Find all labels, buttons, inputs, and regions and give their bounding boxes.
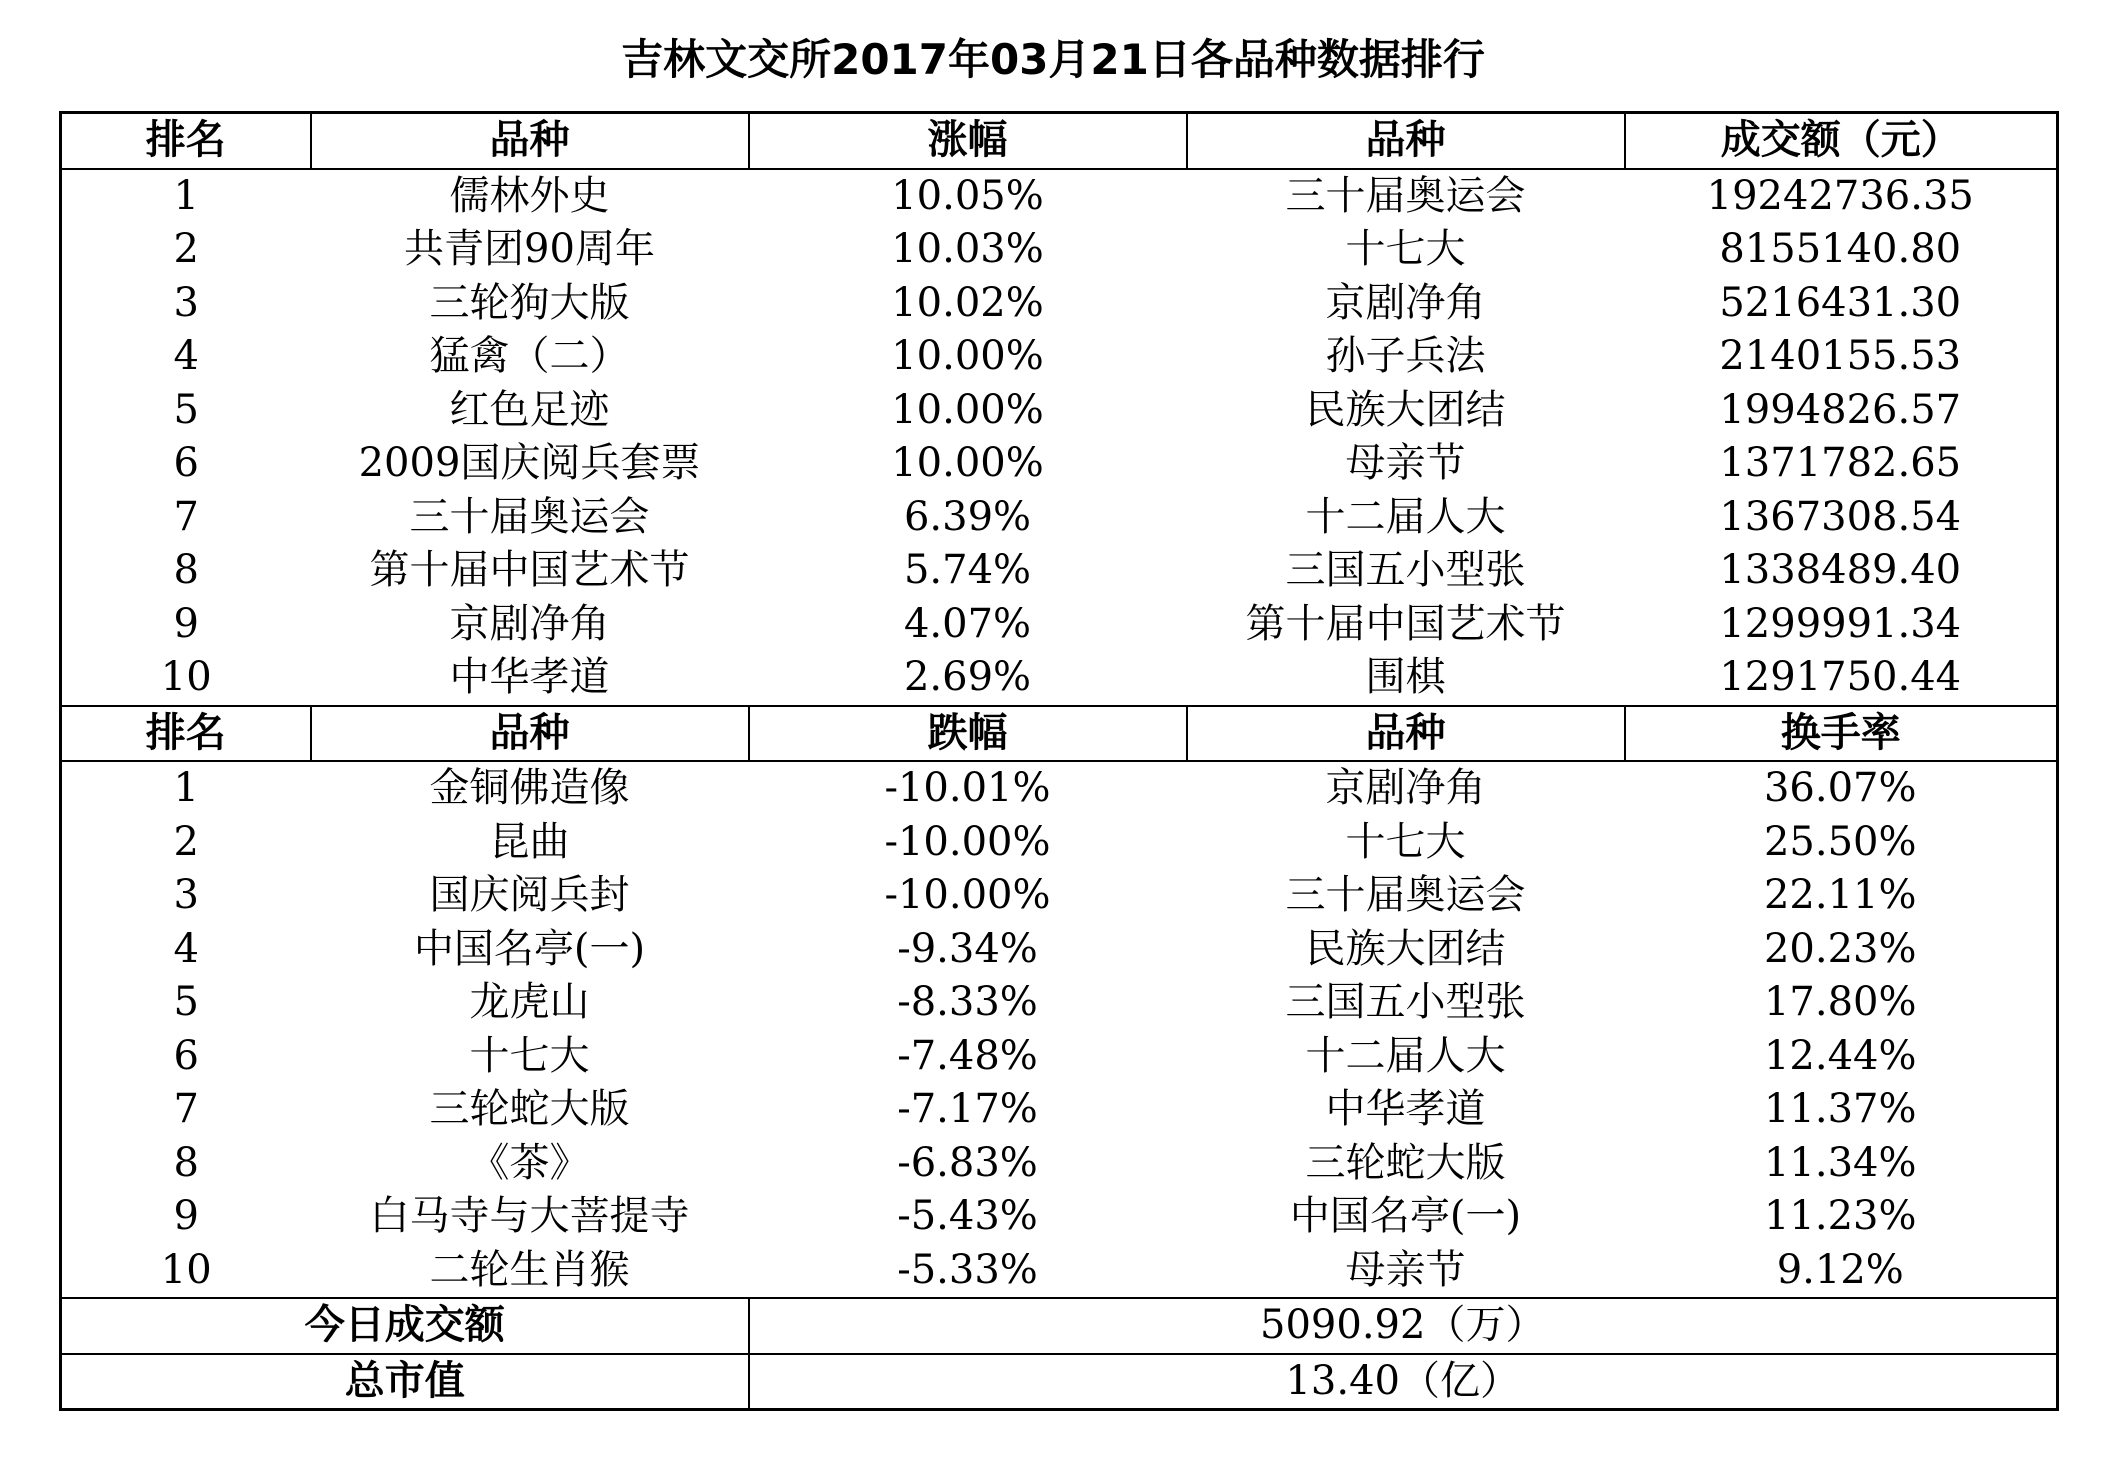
rank-cell: 4	[173, 333, 199, 380]
market-cap-row-label: 总市值	[61, 1354, 749, 1410]
rank-cell: 1	[173, 172, 199, 219]
rank-cell: 6	[173, 1032, 199, 1079]
metric-cell: 25.50%	[1763, 818, 1917, 865]
rank-cell: 8	[173, 547, 199, 594]
variety-cell: 第十届中国艺术节	[369, 547, 690, 594]
variety-cell-2: 围棋	[1365, 654, 1446, 701]
rank-cell: 10	[160, 654, 212, 701]
variety-header-2: 品种	[1187, 706, 1625, 762]
variety-cell: 共青团90周年	[404, 226, 655, 273]
variety-cell: 京剧净角	[449, 600, 610, 647]
metric-cell: 11.37%	[1763, 1086, 1917, 1133]
variety-header-2: 品种	[1187, 113, 1625, 169]
table-row	[61, 169, 2058, 224]
variety-cell: 中国名亭(一)	[413, 925, 646, 972]
metric-cell: 11.34%	[1763, 1139, 1917, 1186]
change-cell: -9.34%	[897, 925, 1038, 972]
table-row	[61, 330, 2058, 384]
metric-cell: 11.23%	[1763, 1193, 1917, 1240]
metric-cell: 1291750.44	[1719, 654, 1962, 701]
metric-cell: 36.07%	[1763, 765, 1917, 812]
turnover-row	[61, 1298, 2058, 1354]
change-cell: 6.39%	[903, 493, 1032, 540]
table-row	[61, 223, 2058, 277]
section2-header-row	[61, 706, 2058, 762]
variety-cell: 三十届奥运会	[409, 493, 650, 540]
variety-cell-2: 十七大	[1345, 818, 1466, 865]
change-cell: -6.83%	[897, 1139, 1038, 1186]
ranking-table	[59, 111, 2059, 1411]
table-row	[61, 277, 2058, 331]
change-cell: 4.07%	[903, 600, 1032, 647]
change-cell: 10.05%	[891, 172, 1044, 219]
change-cell: 10.00%	[891, 440, 1044, 487]
metric-cell: 1994826.57	[1719, 386, 1962, 433]
variety-cell: 猛禽（二）	[429, 333, 630, 380]
rank-cell: 5	[173, 979, 199, 1026]
variety-cell: 2009国庆阅兵套票	[358, 440, 701, 487]
variety-cell-2: 三十届奥运会	[1285, 872, 1526, 919]
metric-cell: 19242736.35	[1706, 172, 1974, 219]
change-cell: 5.74%	[903, 547, 1032, 594]
variety-header: 品种	[311, 113, 749, 169]
market-cap-row	[61, 1354, 2058, 1410]
turnover-row-value: 5090.92（万）	[749, 1298, 2058, 1354]
variety-cell: 中华孝道	[449, 654, 610, 701]
variety-cell: 白马寺与大菩提寺	[369, 1193, 690, 1240]
change-cell: 10.02%	[891, 279, 1044, 326]
change-cell: 10.00%	[891, 386, 1044, 433]
table-row	[61, 816, 2058, 870]
change-cell: -5.43%	[897, 1193, 1038, 1240]
variety-cell: 红色足迹	[449, 386, 610, 433]
variety-cell-2: 十二届人大	[1305, 493, 1506, 540]
variety-cell-2: 十七大	[1345, 226, 1466, 273]
variety-cell: 金铜佛造像	[429, 765, 630, 812]
variety-cell: 《茶》	[469, 1139, 590, 1186]
section1-header-row	[61, 113, 2058, 169]
table-row	[61, 544, 2058, 598]
variety-cell-2: 民族大团结	[1305, 386, 1506, 433]
rank-cell: 6	[173, 440, 199, 487]
rank-cell: 3	[173, 279, 199, 326]
change-cell: 2.69%	[903, 654, 1032, 701]
metric-header: 成交额（元）	[1625, 113, 2058, 169]
variety-cell-2: 民族大团结	[1305, 925, 1506, 972]
table-row	[61, 761, 2058, 816]
table-row	[61, 1030, 2058, 1084]
variety-cell-2: 三轮蛇大版	[1305, 1139, 1506, 1186]
rank-header: 排名	[61, 706, 311, 762]
rank-cell: 1	[173, 765, 199, 812]
change-cell: -5.33%	[897, 1246, 1038, 1293]
variety-cell-2: 京剧净角	[1325, 279, 1486, 326]
table-row	[61, 491, 2058, 545]
metric-cell: 2140155.53	[1719, 333, 1962, 380]
variety-cell: 三轮蛇大版	[429, 1086, 630, 1133]
variety-cell-2: 十二届人大	[1305, 1032, 1506, 1079]
table-row	[61, 598, 2058, 652]
rank-cell: 9	[173, 1193, 199, 1240]
rank-cell: 2	[173, 818, 199, 865]
metric-cell: 1371782.65	[1719, 440, 1962, 487]
variety-header: 品种	[311, 706, 749, 762]
variety-cell-2: 三国五小型张	[1285, 979, 1526, 1026]
variety-cell-2: 第十届中国艺术节	[1245, 600, 1566, 647]
rank-cell: 9	[173, 600, 199, 647]
metric-cell: 9.12%	[1776, 1246, 1904, 1293]
variety-cell-2: 京剧净角	[1325, 765, 1486, 812]
rank-cell: 7	[173, 1086, 199, 1133]
rank-cell: 10	[160, 1246, 212, 1293]
variety-cell: 三轮狗大版	[429, 279, 630, 326]
metric-cell: 22.11%	[1763, 872, 1917, 919]
change-header: 涨幅	[749, 113, 1187, 169]
change-cell: -7.48%	[897, 1032, 1038, 1079]
table-row	[61, 1190, 2058, 1244]
change-cell: -10.01%	[884, 765, 1051, 812]
rank-cell: 5	[173, 386, 199, 433]
metric-cell: 1338489.40	[1719, 547, 1962, 594]
metric-cell: 12.44%	[1763, 1032, 1917, 1079]
table-row	[61, 1083, 2058, 1137]
variety-cell: 儒林外史	[449, 172, 610, 219]
variety-cell-2: 中华孝道	[1325, 1086, 1486, 1133]
variety-cell: 龙虎山	[469, 979, 590, 1026]
metric-header: 换手率	[1625, 706, 2058, 762]
table-row	[61, 1244, 2058, 1299]
variety-cell-2: 中国名亭(一)	[1289, 1193, 1522, 1240]
variety-cell-2: 母亲节	[1345, 440, 1466, 487]
change-cell: -10.00%	[884, 818, 1051, 865]
variety-cell: 国庆阅兵封	[429, 872, 630, 919]
variety-cell-2: 三十届奥运会	[1285, 172, 1526, 219]
rank-cell: 8	[173, 1139, 199, 1186]
change-header: 跌幅	[749, 706, 1187, 762]
table-row	[61, 651, 2058, 706]
variety-cell-2: 三国五小型张	[1285, 547, 1526, 594]
variety-cell-2: 母亲节	[1345, 1246, 1466, 1293]
rank-cell: 7	[173, 493, 199, 540]
table-row	[61, 976, 2058, 1030]
metric-cell: 20.23%	[1763, 925, 1917, 972]
rank-cell: 4	[173, 925, 199, 972]
metric-cell: 1367308.54	[1719, 493, 1962, 540]
metric-cell: 8155140.80	[1719, 226, 1962, 273]
change-cell: -10.00%	[884, 872, 1051, 919]
variety-cell-2: 孙子兵法	[1325, 333, 1486, 380]
turnover-row-label: 今日成交额	[61, 1298, 749, 1354]
change-cell: -7.17%	[897, 1086, 1038, 1133]
variety-cell: 十七大	[469, 1032, 590, 1079]
change-cell: 10.03%	[891, 226, 1044, 273]
rank-cell: 3	[173, 872, 199, 919]
rank-cell: 2	[173, 226, 199, 273]
table-row	[61, 384, 2058, 438]
metric-cell: 5216431.30	[1719, 279, 1962, 326]
page-title: 吉林文交所2017年03月21日各品种数据排行	[621, 35, 1485, 84]
variety-cell: 二轮生肖猴	[429, 1246, 630, 1293]
rank-header: 排名	[61, 113, 311, 169]
metric-cell: 17.80%	[1763, 979, 1917, 1026]
table-row	[61, 923, 2058, 977]
table-row	[61, 1137, 2058, 1191]
table-row	[61, 869, 2058, 923]
variety-cell: 昆曲	[489, 818, 570, 865]
metric-cell: 1299991.34	[1719, 600, 1962, 647]
change-cell: -8.33%	[897, 979, 1038, 1026]
market-cap-row-value: 13.40（亿）	[749, 1354, 2058, 1410]
table-row	[61, 437, 2058, 491]
change-cell: 10.00%	[891, 333, 1044, 380]
